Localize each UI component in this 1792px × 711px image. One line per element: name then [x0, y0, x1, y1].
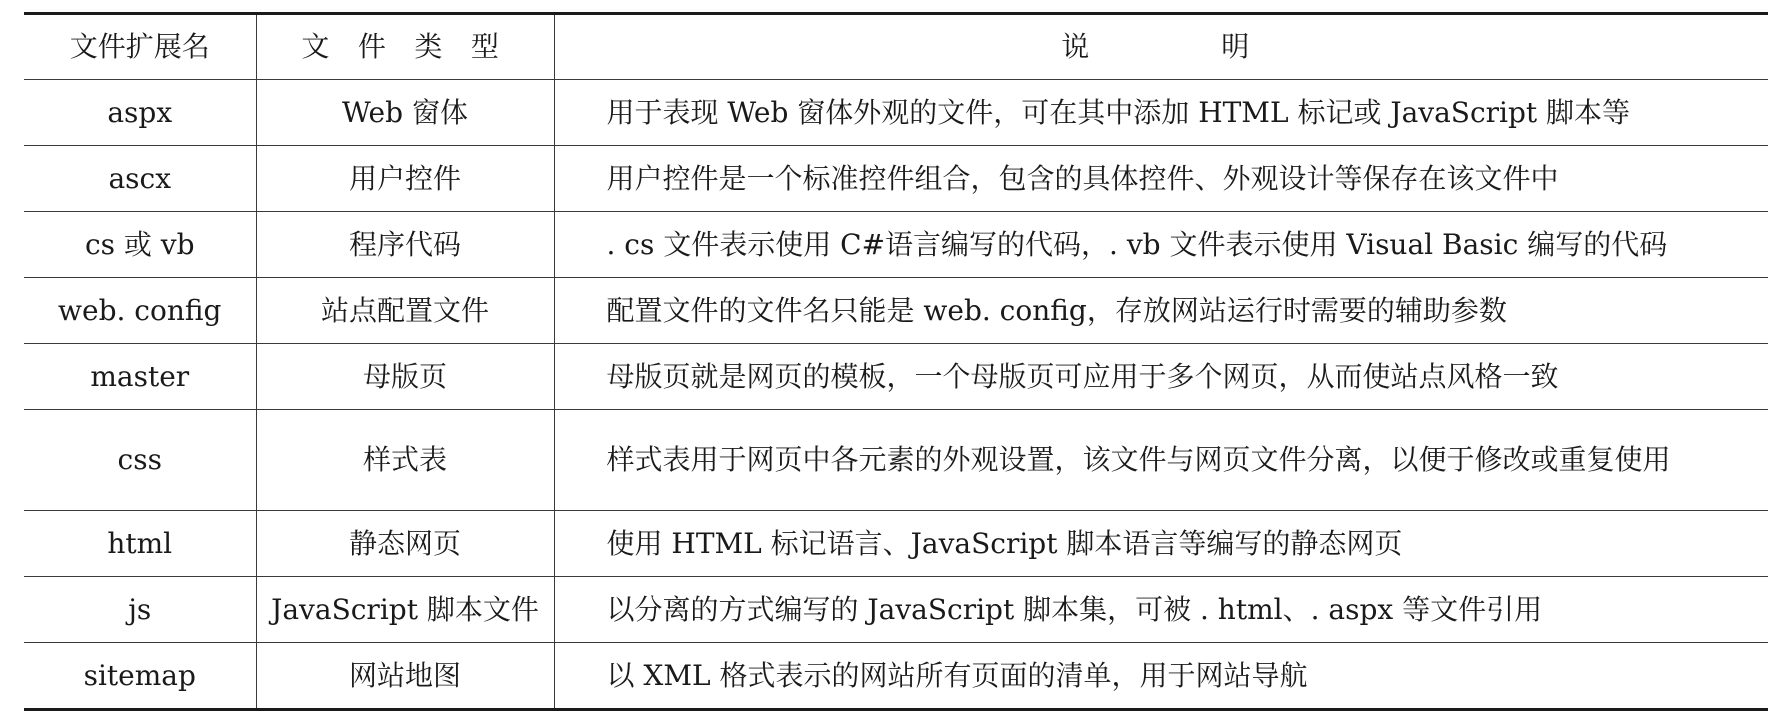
- cell-type: 网站地图: [256, 643, 554, 710]
- cell-description: 用户控件是一个标准控件组合，包含的具体控件、外观设计等保存在该文件中: [554, 146, 1768, 212]
- cell-description: 配置文件的文件名只能是 web. config，存放网站运行时需要的辅助参数: [554, 278, 1768, 344]
- cell-description: . cs 文件表示使用 C#语言编写的代码，. vb 文件表示使用 Visual Basic 编写的代码: [554, 212, 1768, 278]
- table-header: [24, 14, 1768, 80]
- cell-type: 母版页: [256, 344, 554, 410]
- table-row: [24, 212, 1768, 278]
- header-description: 说 明: [554, 14, 1768, 80]
- cell-description: 用于表现 Web 窗体外观的文件，可在其中添加 HTML 标记或 JavaScript 脚本等: [554, 80, 1768, 146]
- header-type: 文 件 类 型: [256, 14, 554, 80]
- table-row: [24, 410, 1768, 511]
- table-body: [24, 80, 1768, 710]
- cell-type: 站点配置文件: [256, 278, 554, 344]
- cell-type: 静态网页: [256, 511, 554, 577]
- cell-type: Web 窗体: [256, 80, 554, 146]
- cell-type: 用户控件: [256, 146, 554, 212]
- cell-extension: aspx: [24, 80, 256, 146]
- cell-description: 以分离的方式编写的 JavaScript 脚本集，可被 . html、. aspx 等文件引用: [554, 577, 1768, 643]
- cell-extension: js: [24, 577, 256, 643]
- cell-extension: master: [24, 344, 256, 410]
- cell-extension: ascx: [24, 146, 256, 212]
- table-row: [24, 577, 1768, 643]
- cell-extension: css: [24, 410, 256, 511]
- cell-extension: cs 或 vb: [24, 212, 256, 278]
- header-row: [24, 14, 1768, 80]
- cell-extension: web. config: [24, 278, 256, 344]
- file-types-table-container: [24, 12, 1768, 711]
- table-row: [24, 80, 1768, 146]
- table-row: [24, 344, 1768, 410]
- cell-extension: sitemap: [24, 643, 256, 710]
- cell-type: 程序代码: [256, 212, 554, 278]
- table-row: [24, 146, 1768, 212]
- cell-type: JavaScript 脚本文件: [256, 577, 554, 643]
- cell-description: 母版页就是网页的模板，一个母版页可应用于多个网页，从而使站点风格一致: [554, 344, 1768, 410]
- cell-description: 使用 HTML 标记语言、JavaScript 脚本语言等编写的静态网页: [554, 511, 1768, 577]
- file-types-table: [24, 12, 1768, 711]
- header-extension: 文件扩展名: [24, 14, 256, 80]
- table-row: [24, 278, 1768, 344]
- cell-description: 样式表用于网页中各元素的外观设置，该文件与网页文件分离，以便于修改或重复使用: [554, 410, 1768, 511]
- cell-description: 以 XML 格式表示的网站所有页面的清单，用于网站导航: [554, 643, 1768, 710]
- table-row: [24, 643, 1768, 710]
- cell-extension: html: [24, 511, 256, 577]
- table-row: [24, 511, 1768, 577]
- cell-type: 样式表: [256, 410, 554, 511]
